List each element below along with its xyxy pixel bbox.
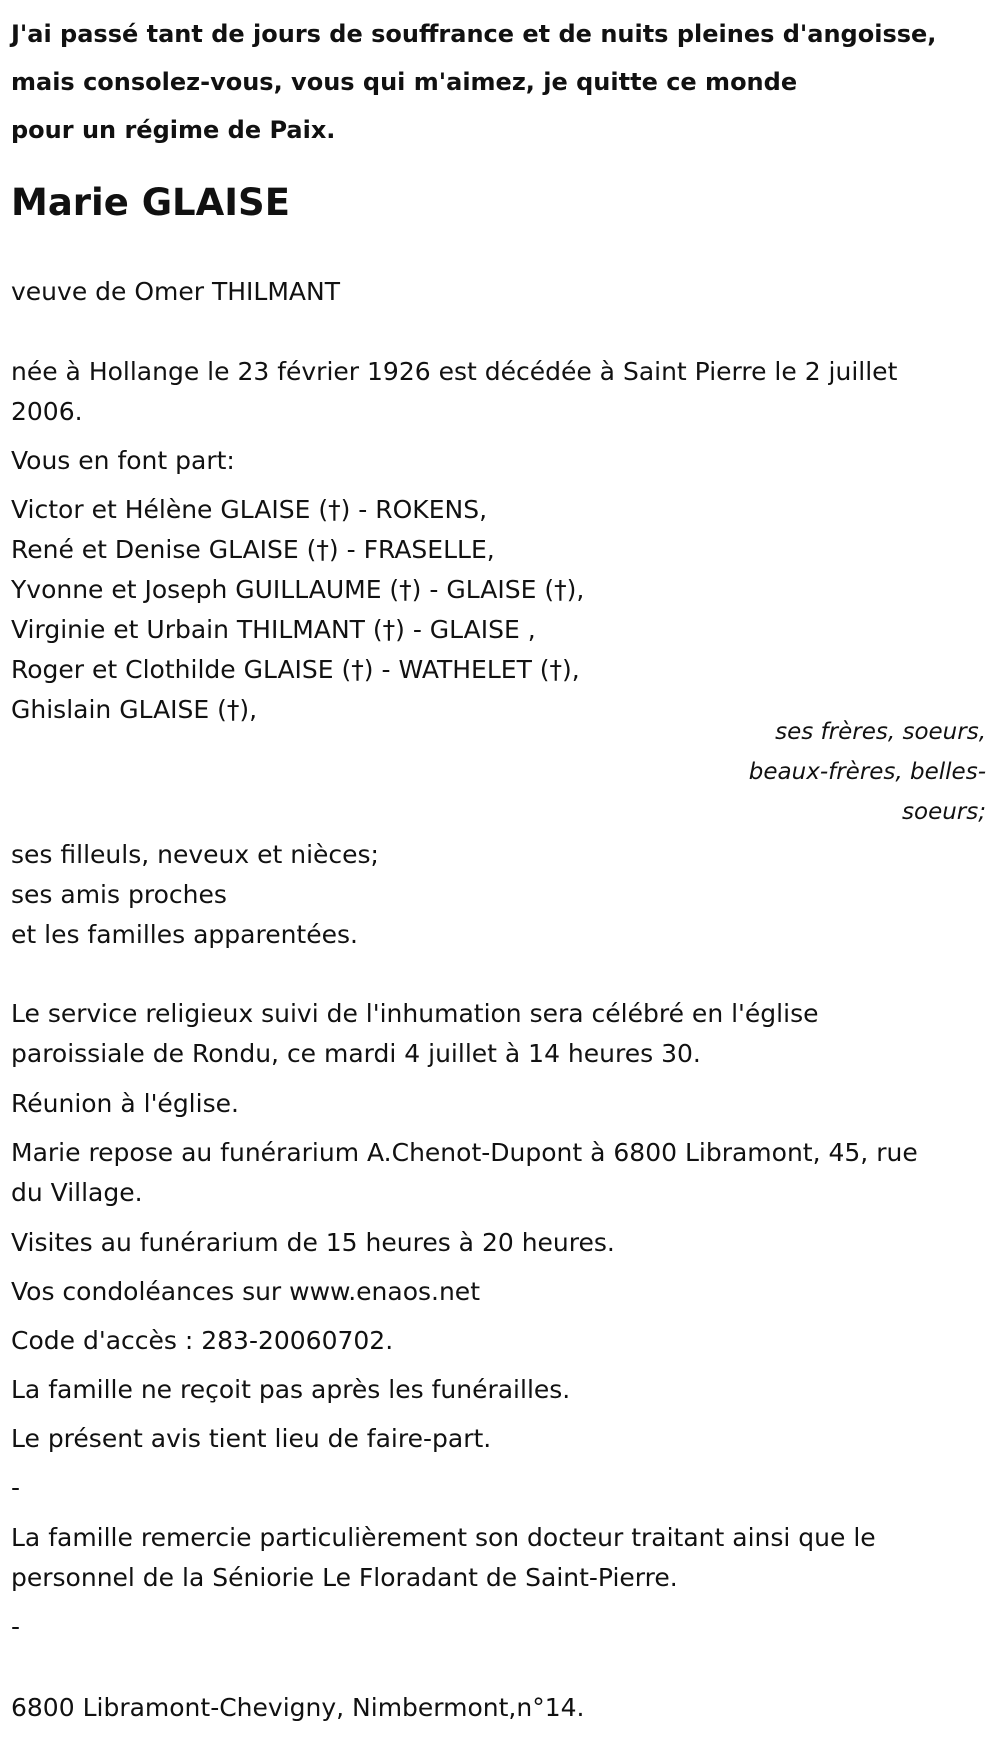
thanks-text: La famille remercie particulièrement son docteur traitant ainsi que le (11, 1523, 876, 1552)
birth-death-line: née à Hollange le 23 février 1926 est décédée à Saint Pierre le 2 juillet (11, 357, 898, 386)
relation-line: beaux-frères, belles- (748, 759, 986, 785)
other-relatives: ses amis proches (11, 880, 227, 909)
meeting-info: Réunion à l'église. (11, 1089, 239, 1118)
family-member: René et Denise GLAISE (†) - FRASELLE, (11, 535, 495, 564)
epigraph-line: pour un régime de Paix. (11, 116, 336, 144)
other-relatives: ses filleuls, neveux et nièces; (11, 840, 379, 869)
no-reception-info: La famille ne reçoit pas après les funérailles. (11, 1375, 571, 1404)
relation-line: ses frères, soeurs, (775, 719, 986, 745)
epigraph-line: J'ai passé tant de jours de souffrance et de nuits pleines d'angoisse, (11, 20, 937, 48)
family-member: Virginie et Urbain THILMANT (†) - GLAISE , (11, 615, 536, 644)
family-member: Roger et Clothilde GLAISE (†) - WATHELET (†), (11, 655, 580, 684)
other-relatives: et les familles apparentées. (11, 920, 358, 949)
relation-label (749, 712, 986, 832)
funerarium-info: du Village. (11, 1178, 143, 1207)
service-info: paroissiale de Rondu, ce mardi 4 juillet à 14 heures 30. (11, 1039, 701, 1068)
relation-line: soeurs; (902, 799, 986, 825)
address: 6800 Libramont-Chevigny, Nimbermont,n°14. (11, 1693, 585, 1722)
separator-dash: - (11, 1612, 21, 1641)
funerarium-info: Marie repose au funérarium A.Chenot-Dupont à 6800 Libramont, 45, rue (11, 1138, 918, 1167)
condolences-info: Vos condoléances sur www.enaos.net (11, 1277, 480, 1306)
separator-dash: - (11, 1473, 21, 1502)
widow-of: veuve de Omer THILMANT (11, 277, 340, 306)
announce-text: Vous en font part: (11, 446, 235, 475)
epigraph (11, 10, 996, 154)
notice-info: Le présent avis tient lieu de faire-part. (11, 1424, 492, 1453)
visits-info: Visites au funérarium de 15 heures à 20 heures. (11, 1228, 615, 1257)
deceased-name: Marie GLAISE (11, 181, 290, 224)
access-code: Code d'accès : 283-20060702. (11, 1326, 394, 1355)
family-member: Yvonne et Joseph GUILLAUME (†) - GLAISE (†), (11, 575, 585, 604)
thanks-text: personnel de la Séniorie Le Floradant de Saint-Pierre. (11, 1563, 678, 1592)
service-info: Le service religieux suivi de l'inhumation sera célébré en l'église (11, 999, 819, 1028)
family-member: Ghislain GLAISE (†), (11, 695, 258, 724)
family-member: Victor et Hélène GLAISE (†) - ROKENS, (11, 495, 488, 524)
birth-death-line: 2006. (11, 397, 83, 426)
epigraph-line: mais consolez-vous, vous qui m'aimez, je quitte ce monde (11, 68, 798, 96)
